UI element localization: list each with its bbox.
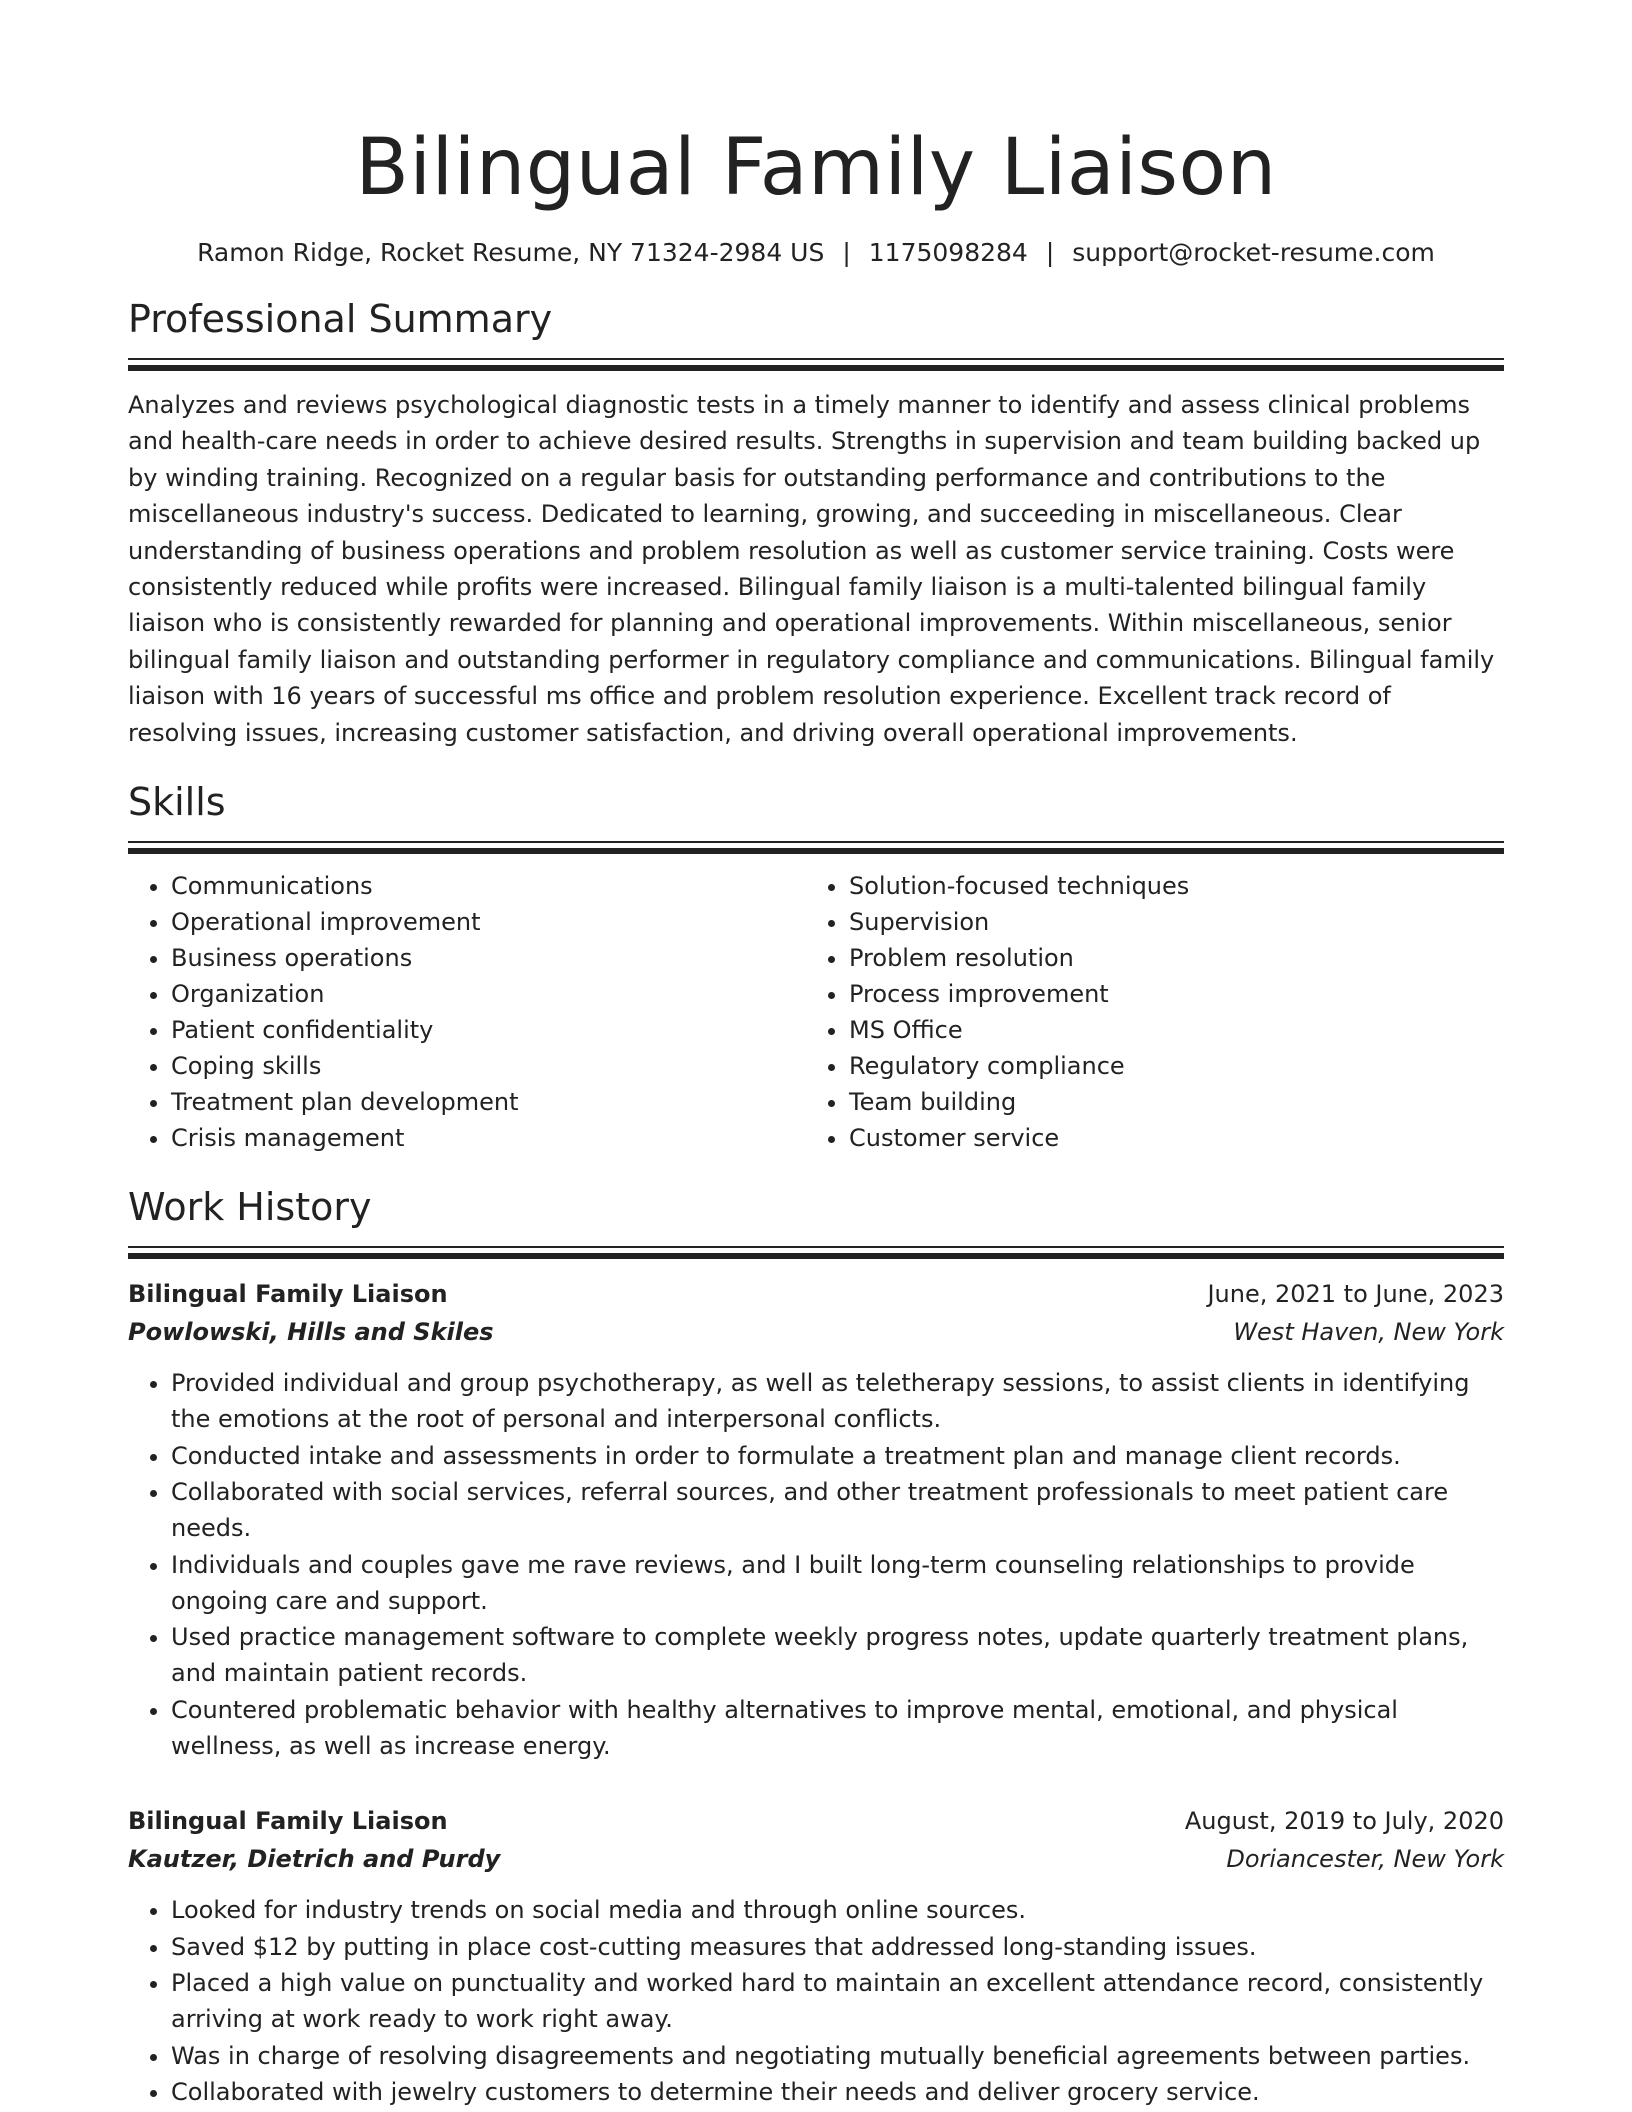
skill-item: • Process improvement (849, 976, 1499, 1012)
resume-page (128, 0, 1504, 2110)
job-entry (128, 1802, 1504, 2110)
section-divider (128, 1246, 1504, 1259)
job-employer-row (128, 1313, 1504, 1351)
job-bullet: • Individuals and couples gave me rave reviews, and I built long-term counseling relationships to provide ongoing care and support. (171, 1547, 1504, 1620)
job-dates: June, 2021 to June, 2023 (1207, 1280, 1504, 1309)
skill-item: • Solution-focused techniques (849, 868, 1499, 904)
job-bullet: • Was in charge of resolving disagreements and negotiating mutually beneficial agreements between parties. (171, 2038, 1504, 2074)
skill-item: • MS Office (849, 1012, 1499, 1048)
skill-item: • Operational improvement (171, 904, 806, 940)
skill-item: • Organization (171, 976, 806, 1012)
contact-address: Ramon Ridge, Rocket Resume, NY 71324-2984 US (197, 238, 825, 267)
contact-separator: | (1045, 238, 1055, 267)
skills-column-right (806, 868, 1499, 1156)
job-location: West Haven, New York (1233, 1318, 1504, 1347)
skills-columns (128, 868, 1504, 1156)
job-bullets (128, 1365, 1504, 1764)
job-bullet: • Collaborated with jewelry customers to determine their needs and deliver grocery service. (171, 2074, 1504, 2110)
job-company: Powlowski, Hills and Skiles (128, 1318, 494, 1347)
work-history-section (128, 1182, 1504, 2110)
job-bullet: • Conducted intake and assessments in order to formulate a treatment plan and manage client records. (171, 1438, 1504, 1474)
professional-summary-section (128, 294, 1504, 751)
job-location: Doriancester, New York (1226, 1845, 1504, 1874)
job-title: Bilingual Family Liaison (128, 1280, 448, 1309)
skill-item: • Crisis management (171, 1120, 806, 1156)
job-employer-row (128, 1840, 1504, 1878)
section-title-summary: Professional Summary (128, 297, 553, 341)
contact-separator: | (842, 238, 851, 267)
job-bullet: • Collaborated with social services, referral sources, and other treatment professionals to meet patient care needs. (171, 1474, 1504, 1547)
skill-item: • Customer service (849, 1120, 1499, 1156)
skill-item: • Supervision (849, 904, 1499, 940)
job-bullet: • Placed a high value on punctuality and worked hard to maintain an excellent attendance record, consistently arriving at work ready to work right away. (171, 1965, 1504, 2038)
job-header-row (128, 1275, 1504, 1313)
job-entry (128, 1275, 1504, 1764)
contact-email: support@rocket-resume.com (1072, 238, 1435, 267)
skills-section (128, 777, 1504, 1156)
job-bullet: • Saved $12 by putting in place cost-cutting measures that addressed long-standing issues. (171, 1929, 1504, 1965)
skills-column-left (128, 868, 806, 1156)
job-bullet: • Used practice management software to complete weekly progress notes, update quarterly treatment plans, and maintain patient records. (171, 1619, 1504, 1692)
job-header-row (128, 1802, 1504, 1840)
skill-item: • Coping skills (171, 1048, 806, 1084)
job-company: Kautzer, Dietrich and Purdy (128, 1845, 501, 1874)
summary-text: Analyzes and reviews psychological diagnostic tests in a timely manner to identify and assess clinical problems and health-care needs in order to achieve desired results. Strengths in supervision and team building backed up by winding training. Recognized on a regular basis for outstanding performance and contributions to the miscellaneous industry's success. Dedicated to learning, growing, and succeeding in miscellaneous. Clear understanding of business operations and problem resolution as well as customer service training. Costs were consistently reduced while profits were increased. Bilingual family liaison is a multi-talented bilingual family liaison who is consistently rewarded for planning and operational improvements. Within miscellaneous, senior bilingual family liaison and outstanding performer in regulatory compliance and communications. Bilingual family liaison with 16 years of successful ms office and problem resolution experience. Excellent track record of resolving issues, increasing customer satisfaction, and driving overall operational improvements. (128, 391, 1495, 747)
section-divider (128, 841, 1504, 854)
section-title-skills: Skills (128, 780, 226, 825)
skill-item: • Treatment plan development (171, 1084, 806, 1120)
skill-item: • Business operations (171, 940, 806, 976)
section-divider (128, 358, 1504, 371)
skill-item: • Patient confidentiality (171, 1012, 806, 1048)
job-dates: August, 2019 to July, 2020 (1184, 1807, 1504, 1836)
contact-phone: 1175098284 (868, 238, 1028, 267)
skill-item: • Regulatory compliance (849, 1048, 1499, 1084)
skill-item: • Team building (849, 1084, 1499, 1120)
job-bullets (128, 1892, 1504, 2110)
candidate-name: Bilingual Family Liaison (355, 123, 1277, 213)
section-title-work-history: Work History (128, 1185, 372, 1230)
job-bullet: • Provided individual and group psychotherapy, as well as teletherapy sessions, to assist clients in identifying the emotions at the root of personal and interpersonal conflicts. (171, 1365, 1504, 1438)
job-title: Bilingual Family Liaison (128, 1807, 448, 1836)
skill-item: • Communications (171, 868, 806, 904)
contact-line (128, 236, 1504, 270)
skill-item: • Problem resolution (849, 940, 1499, 976)
job-bullet: • Countered problematic behavior with healthy alternatives to improve mental, emotional, and physical wellness, as well as increase energy. (171, 1692, 1504, 1765)
job-bullet: • Looked for industry trends on social media and through online sources. (171, 1892, 1504, 1928)
